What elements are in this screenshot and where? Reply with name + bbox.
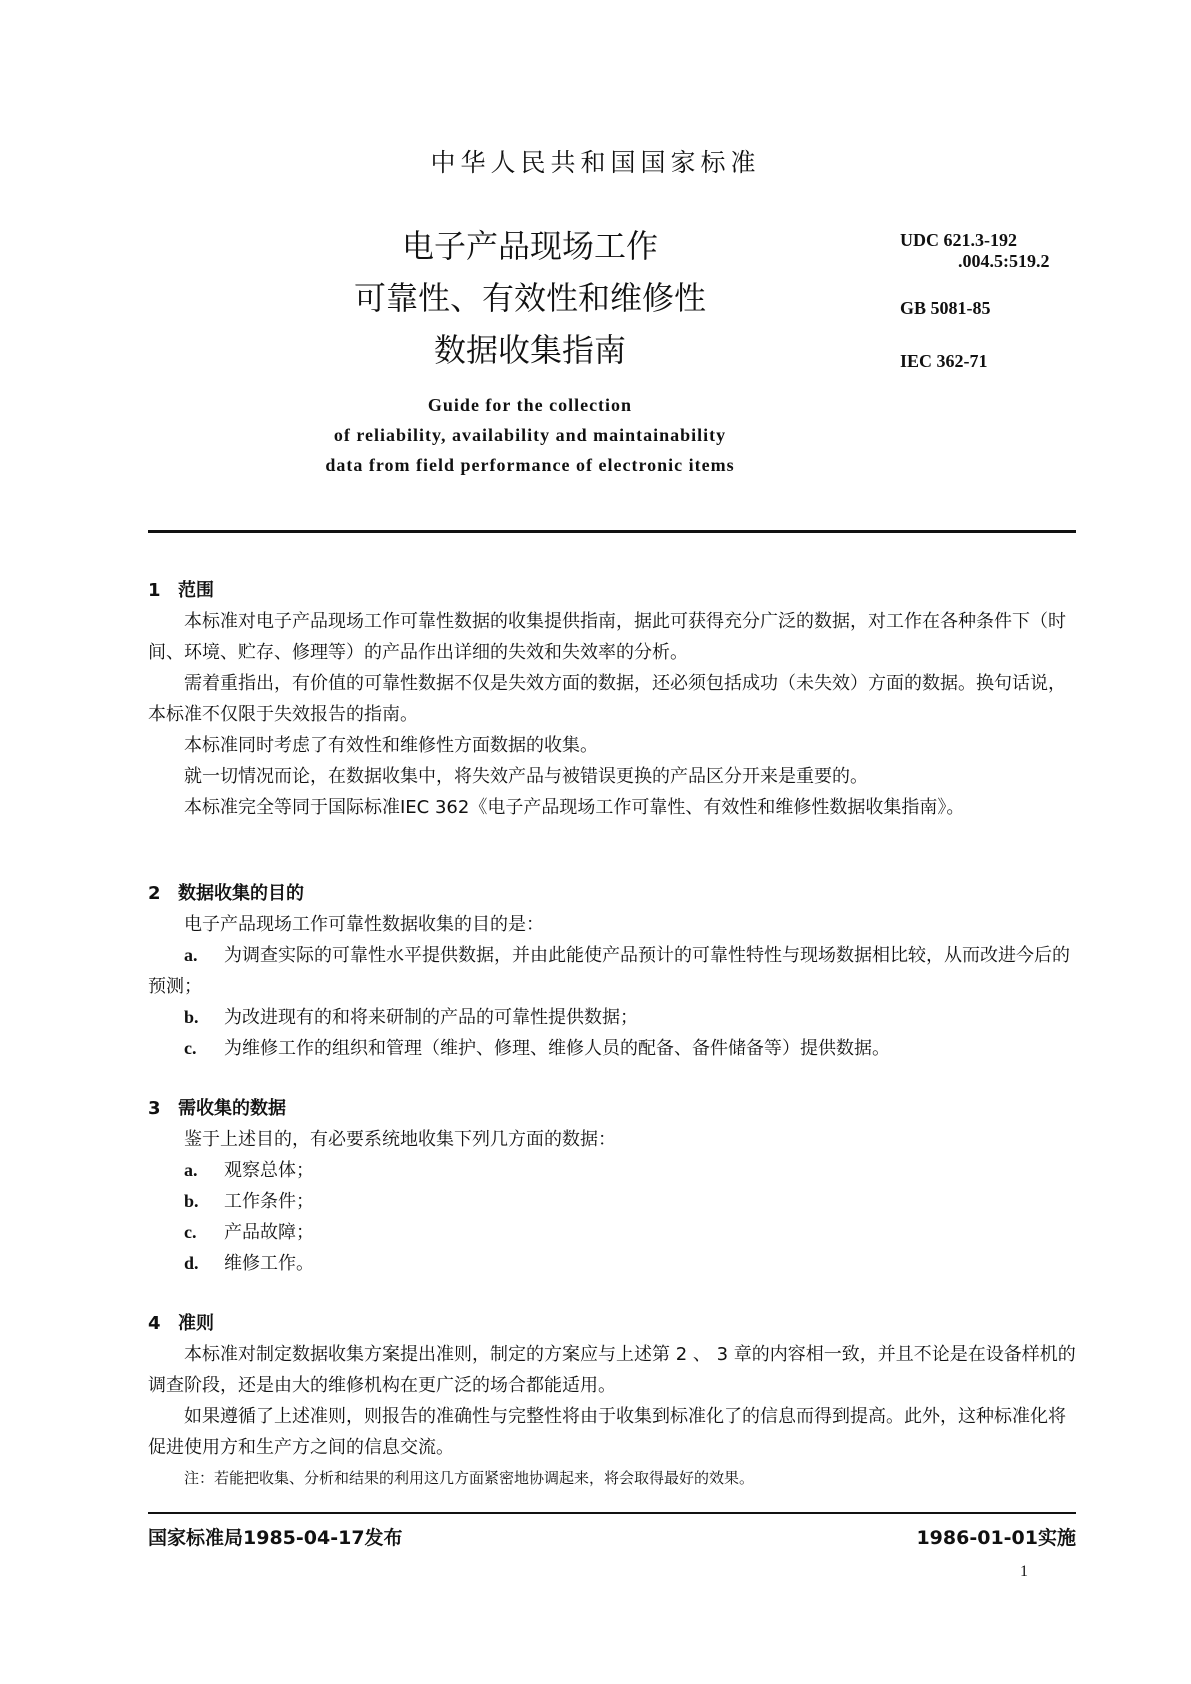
paragraph: 本标准同时考虑了有效性和维修性方面数据的收集。 bbox=[184, 735, 598, 756]
page-number: 1 bbox=[1020, 1563, 1028, 1580]
title-cn-line-1: 电子产品现场工作 bbox=[401, 227, 658, 265]
section-1 bbox=[148, 575, 1076, 823]
list-item bbox=[148, 1248, 1076, 1279]
standard-org-title: 中华人民共和国国家标准 bbox=[430, 148, 761, 177]
section-heading bbox=[148, 878, 1076, 909]
list-item bbox=[148, 940, 1076, 1002]
paragraph: 需着重指出，有价值的可靠性数据不仅是失效方面的数据，还必须包括成功（未失效）方面的数据。换句话说，本标准不仅限于失效报告的指南。 bbox=[148, 673, 1066, 725]
iec-code: IEC 362-71 bbox=[900, 351, 988, 371]
list-text: 工作条件； bbox=[224, 1191, 314, 1212]
section-number: 1 bbox=[148, 580, 161, 601]
list-text: 为改进现有的和将来研制的产品的可靠性提供数据； bbox=[224, 1007, 638, 1028]
paragraph: 鉴于上述目的，有必要系统地收集下列几方面的数据： bbox=[184, 1129, 616, 1150]
list-item bbox=[148, 1033, 1076, 1064]
note: 注：若能把收集、分析和结果的利用这几方面紧密地协调起来，将会取得最好的效果。 bbox=[184, 1469, 755, 1487]
list-text: 为调查实际的可靠性水平提供数据，并由此能使产品预计的可靠性特性与现场数据相比较，从而改进今后的预测； bbox=[148, 945, 1070, 997]
section-title: 需收集的数据 bbox=[178, 1098, 286, 1119]
title-en-line-1: Guide for the collection bbox=[427, 395, 633, 415]
header-divider bbox=[148, 530, 1076, 533]
list-text: 维修工作。 bbox=[224, 1253, 314, 1274]
paragraph: 本标准对制定数据收集方案提出准则，制定的方案应与上述第 2 、 3 章的内容相一致，并且不论是在设备样机的调查阶段，还是由大的维修机构在更广泛的场合都能适用。 bbox=[148, 1344, 1076, 1396]
section-3 bbox=[148, 1093, 1076, 1279]
section-title: 范围 bbox=[178, 580, 214, 601]
section-heading bbox=[148, 1093, 1076, 1124]
title-cn-line-2: 可靠性、有效性和维修性 bbox=[353, 279, 706, 317]
list-label: d. bbox=[184, 1253, 199, 1273]
list-label: b. bbox=[184, 1191, 199, 1211]
list-label: c. bbox=[184, 1038, 197, 1058]
list-label: a. bbox=[184, 1160, 198, 1180]
section-4 bbox=[148, 1308, 1076, 1494]
paragraph: 本标准对电子产品现场工作可靠性数据的收集提供指南，据此可获得充分广泛的数据，对工作在各种条件下（时间、环境、贮存、修理等）的产品作出详细的失效和失效率的分析。 bbox=[148, 611, 1066, 663]
list-item bbox=[148, 1217, 1076, 1248]
title-en-line-2: of reliability, availability and maintainability bbox=[333, 425, 727, 445]
document-title-cn bbox=[270, 220, 790, 376]
list-label: a. bbox=[184, 945, 198, 965]
udc-code-line-1: UDC 621.3-192 bbox=[900, 230, 1017, 250]
section-2 bbox=[148, 878, 1076, 1064]
list-item bbox=[148, 1155, 1076, 1186]
list-label: b. bbox=[184, 1007, 199, 1027]
footer-divider bbox=[148, 1512, 1076, 1514]
paragraph: 电子产品现场工作可靠性数据收集的目的是： bbox=[184, 914, 544, 935]
list-text: 观察总体； bbox=[224, 1160, 314, 1181]
effective-date: 1986-01-01实施 bbox=[916, 1527, 1076, 1549]
section-number: 4 bbox=[148, 1313, 161, 1334]
section-heading bbox=[148, 1308, 1076, 1339]
list-text: 为维修工作的组织和管理（维护、修理、维修人员的配备、备件储备等）提供数据。 bbox=[224, 1038, 890, 1059]
section-title: 准则 bbox=[178, 1313, 214, 1334]
paragraph: 本标准完全等同于国际标准IEC 362《电子产品现场工作可靠性、有效性和维修性数据收集指南》。 bbox=[184, 797, 965, 818]
list-item bbox=[148, 1002, 1076, 1033]
paragraph: 如果遵循了上述准则，则报告的准确性与完整性将由于收集到标准化了的信息而得到提高。此外，这种标准化将促进使用方和生产方之间的信息交流。 bbox=[148, 1406, 1066, 1458]
document-title-en bbox=[240, 390, 820, 480]
list-label: c. bbox=[184, 1222, 197, 1242]
title-cn-line-3: 数据收集指南 bbox=[433, 331, 626, 369]
paragraph: 就一切情况而论，在数据收集中，将失效产品与被错误更换的产品区分开来是重要的。 bbox=[184, 766, 868, 787]
section-heading bbox=[148, 575, 1076, 606]
classification-codes bbox=[900, 230, 1050, 372]
list-text: 产品故障； bbox=[224, 1222, 314, 1243]
udc-code-line-2: .004.5:519.2 bbox=[958, 251, 1050, 271]
list-item bbox=[148, 1186, 1076, 1217]
section-number: 3 bbox=[148, 1098, 161, 1119]
gb-code: GB 5081-85 bbox=[900, 298, 991, 318]
title-en-line-3: data from field performance of electronic items bbox=[325, 455, 735, 475]
section-title: 数据收集的目的 bbox=[178, 883, 304, 904]
issue-date: 国家标准局1985-04-17发布 bbox=[148, 1527, 403, 1549]
section-number: 2 bbox=[148, 883, 161, 904]
